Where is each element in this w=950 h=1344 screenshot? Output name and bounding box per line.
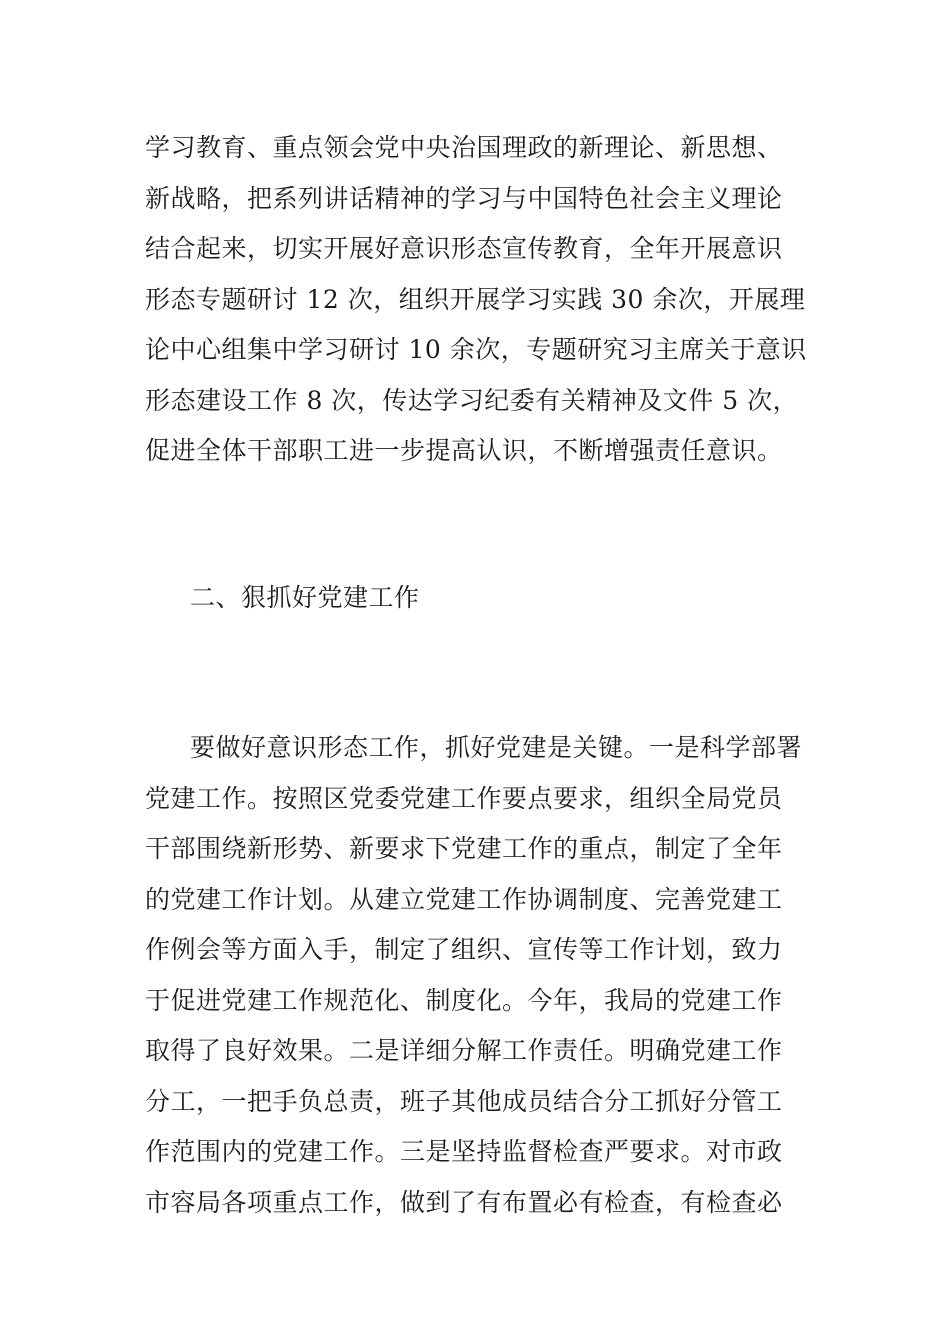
text-line: 干部围绕新形势、新要求下党建工作的重点，制定了全年: [145, 834, 783, 863]
text-line: 党建工作。按照区党委党建工作要点要求，组织全局党员: [145, 783, 783, 813]
text-line: 的党建工作计划。从建立党建工作协调制度、完善党建工: [145, 884, 783, 914]
text-line: 取得了良好效果。二是详细分解工作责任。明确党建工作: [145, 1036, 783, 1065]
text-line: 论中心组集中学习研讨 10 余次，专题研究习主席关于意识: [145, 335, 807, 364]
text-line: 分工，一把手负总责，班子其他成员结合分工抓好分管工: [145, 1086, 783, 1116]
text-line: 作范围内的党建工作。三是坚持监督检查严要求。对市政: [145, 1137, 783, 1166]
text-line: 形态专题研讨 12 次，组织开展学习实践 30 余次，开展理: [145, 284, 806, 314]
text-line: 新战略，把系列讲话精神的学习与中国特色社会主义理论: [145, 183, 783, 213]
section-heading: [145, 573, 810, 624]
text-line: 市容局各项重点工作，做到了有布置必有检查，有检查必: [145, 1187, 783, 1217]
text-line: 学习教育、重点领会党中央治国理政的新理论、新思想、: [145, 133, 783, 162]
text-line: 要做好意识形态工作，抓好党建是关键。一是科学部署: [190, 733, 803, 762]
text-line: 作例会等方面入手，制定了组织、宣传等工作计划，致力: [145, 935, 783, 964]
text-line: 促进全体干部职工进一步提高认识，不断增强责任意识。: [145, 436, 783, 465]
text-line: 结合起来，切实开展好意识形态宣传教育，全年开展意识: [145, 234, 783, 263]
paragraph-party-building: [145, 723, 810, 1228]
paragraph-study-education: [145, 123, 810, 477]
section-heading-text: 二、狠抓好党建工作: [190, 583, 420, 612]
text-line: 形态建设工作 8 次，传达学习纪委有关精神及文件 5 次，: [145, 385, 799, 415]
text-line: 于促进党建工作规范化、制度化。今年，我局的党建工作: [145, 985, 783, 1015]
